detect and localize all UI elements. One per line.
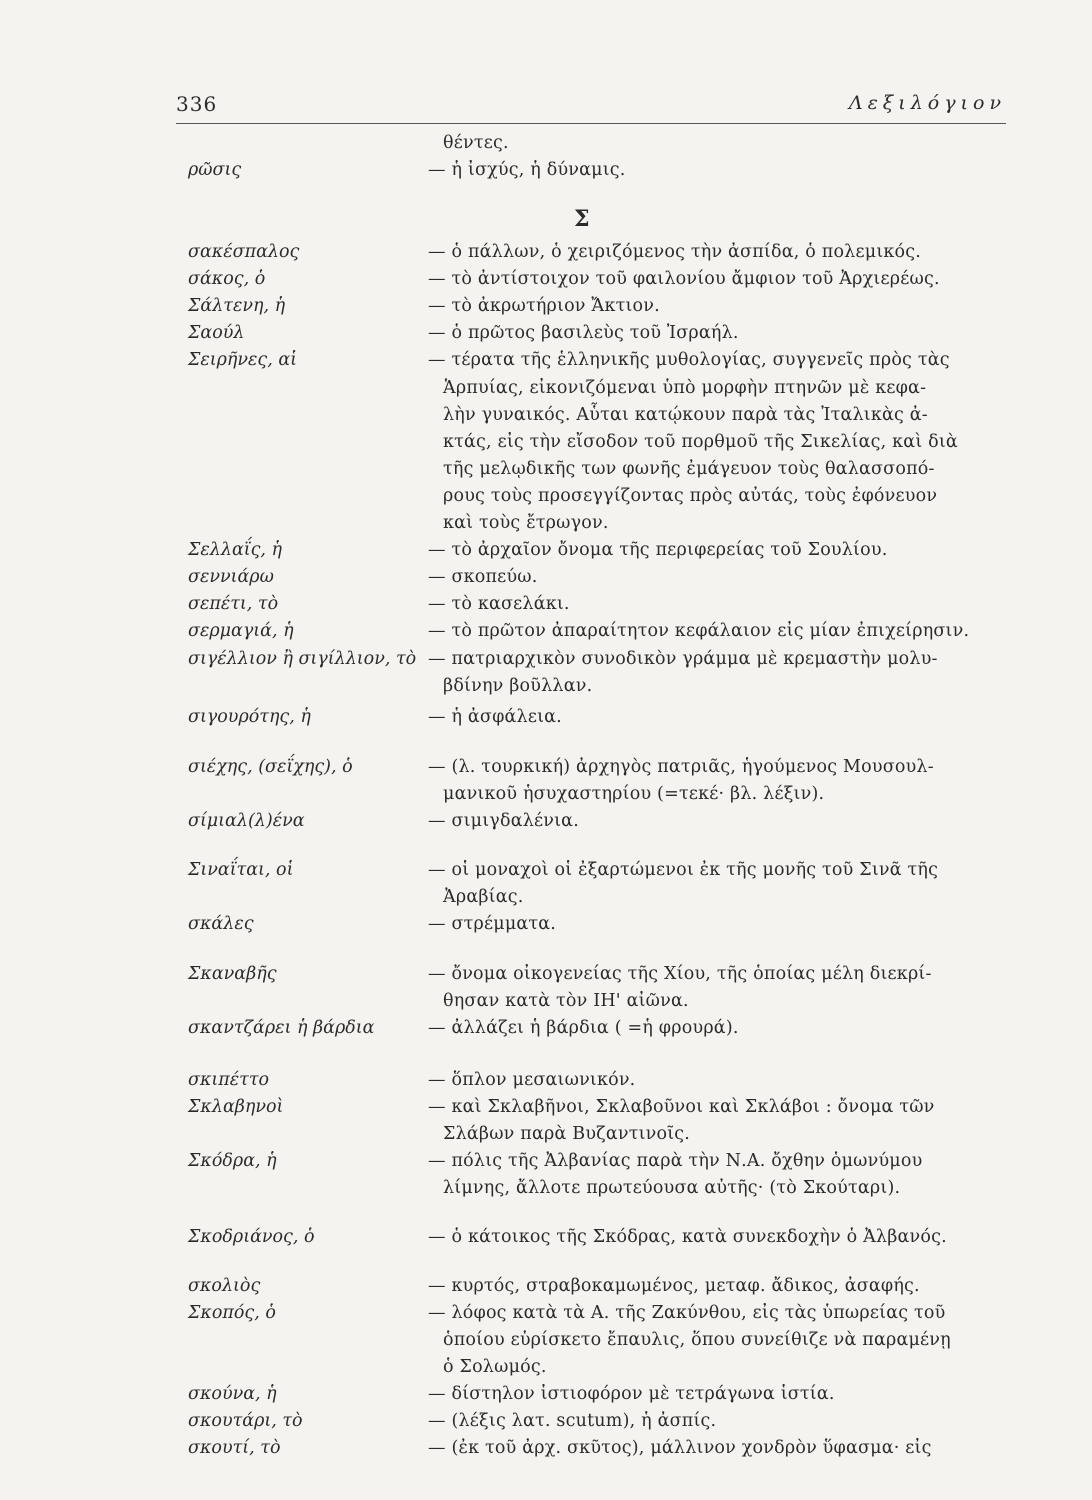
entry-definition: — ὄνομα οἰκογενείας τῆς Χίου, τῆς ὁποίας μέλη διεκρί- xyxy=(428,964,932,985)
entry-headword: σκουτάρι, τὸ xyxy=(188,1411,303,1432)
entry-headword: σερμαγιά, ἡ xyxy=(188,621,294,642)
entry-headword: Σιναΐται, οἱ xyxy=(188,859,294,880)
entry-definition: — τὸ ἀρχαῖον ὄνομα τῆς περιφερείας τοῦ Σουλίου. xyxy=(428,540,888,561)
entry-definition: — καὶ Σκλαβῆνοι, Σκλαβοῦνοι καὶ Σκλάβοι : ὄνομα τῶν xyxy=(428,1097,935,1117)
entry-headword: σκολιὸς xyxy=(188,1275,261,1296)
entry-definition: — ὅπλον μεσαιωνικόν. xyxy=(428,1069,636,1090)
entry-definition: — τὸ ἀκρωτήριον Ἄκτιον. xyxy=(428,296,660,317)
entry-definition: — ἡ ἀσφάλεια. xyxy=(428,706,562,727)
entry-headword: Σειρῆνες, αἱ xyxy=(188,350,298,371)
entry-headword: σακέσπαλος xyxy=(188,242,300,262)
entry-headword: Σκαναβῆς xyxy=(188,964,277,985)
entry-definition: — στρέμματα. xyxy=(428,914,557,935)
entry-definition-continuation: λὴν γυναικός. Αὗται κατῴκουν παρὰ τὰς Ἰταλικὰς ἀ- xyxy=(443,404,928,425)
entry-definition: — τὸ κασελάκι. xyxy=(428,594,570,615)
entry-definition-continuation: κτάς, εἰς τὴν εἴσοδον τοῦ πορθμοῦ τῆς Σικελίας, καὶ διὰ xyxy=(443,431,958,452)
entry-definition: — λόφος κατὰ τὰ Α. τῆς Ζακύνθου, εἰς τὰς ὑπωρείας τοῦ xyxy=(428,1302,946,1323)
previous-entry-continuation: θέντες. xyxy=(443,133,509,153)
entry-definition: — ἀλλάζει ἡ βάρδια ( =ἡ φρουρά). xyxy=(428,1018,739,1039)
entry-definition: — πατριαρχικὸν συνοδικὸν γράμμα μὲ κρεμαστὴν μολυ- xyxy=(428,648,938,669)
entry-headword: σιγέλλιον ἢ σιγίλλιον, τὸ xyxy=(188,648,417,669)
entry-definition: — οἱ μοναχοὶ οἱ ἐξαρτώμενοι ἐκ τῆς μονῆς τοῦ Σινᾶ τῆς xyxy=(428,859,939,880)
entry-definition: — τέρατα τῆς ἑλληνικῆς μυθολογίας, συγγενεῖς πρὸς τὰς xyxy=(428,350,950,371)
entry-headword: Σκόδρα, ἡ xyxy=(188,1151,277,1172)
entry-headword: σεπέτι, τὸ xyxy=(188,594,279,615)
entry-definition-continuation: Ἀραβίας. xyxy=(443,886,524,907)
entry-definition-continuation: Ἁρπυίας, εἰκονιζόμεναι ὑπὸ μορφὴν πτηνῶν μὲ κεφα- xyxy=(443,377,927,398)
entry-definition: — δίστηλον ἱστιοφόρον μὲ τετράγωνα ἱστία. xyxy=(428,1384,835,1405)
entry-definition: — ὁ πάλλων, ὁ χειριζόμενος τὴν ἀσπίδα, ὁ πολεμικός. xyxy=(428,242,922,262)
entry-definition: — ὁ πρῶτος βασιλεὺς τοῦ Ἰσραήλ. xyxy=(428,323,739,344)
entry-headword: σίμιαλ(λ)ένα xyxy=(188,811,305,832)
entry-headword: Σκοπός, ὁ xyxy=(188,1302,276,1323)
entry-headword: Σαούλ xyxy=(188,323,245,344)
entry-definition-continuation: Σλάβων παρὰ Βυζαντινοῖς. xyxy=(443,1124,691,1145)
running-title: Λεξιλόγιον xyxy=(848,92,1006,114)
entry-definition: — (λ. τουρκική) ἀρχηγὸς πατριᾶς, ἡγούμενος Μουσουλ- xyxy=(428,756,934,777)
entry-definition: — τὸ πρῶτον ἀπαραίτητον κεφάλαιον εἰς μίαν ἐπιχείρησιν. xyxy=(428,621,970,642)
entry-headword: σκαντζάρει ἡ βάρδια xyxy=(188,1018,375,1039)
entry-headword: σκιπέττο xyxy=(188,1069,270,1090)
entry-headword: Σάλτενη, ἡ xyxy=(188,296,286,317)
entry-definition: — κυρτός, στραβοκαμωμένος, μεταφ. ἄδικος, ἀσαφής. xyxy=(428,1275,920,1296)
entry-headword: σκουτί, τὸ xyxy=(188,1438,281,1459)
entry-headword: σάκος, ὁ xyxy=(188,269,266,290)
entry-definition-continuation: λίμνης, ἄλλοτε πρωτεύουσα αὐτῆς· (τὸ Σκούταρι). xyxy=(443,1178,901,1199)
entry-headword: σκάλες xyxy=(188,914,254,935)
entry-definition-continuation: βδίνην βοῦλλαν. xyxy=(443,675,593,696)
entry-headword: σκούνα, ἡ xyxy=(188,1384,277,1405)
entry-headword: σιέχης, (σεΐχης), ὁ xyxy=(188,756,353,777)
entry-definition: — σκοπεύω. xyxy=(428,567,538,588)
entry-definition: — σιμιγδαλένια. xyxy=(428,811,579,832)
entry-definition: — (ἐκ τοῦ ἀρχ. σκῦτος), μάλλινον χονδρὸν ὕφασμα· εἰς xyxy=(428,1438,932,1459)
entry-definition-continuation: τῆς μελῳδικῆς των φωνῆς ἐμάγευον τοὺς θαλασσοπό- xyxy=(443,458,935,479)
entry-definition: — ὁ κάτοικος τῆς Σκόδρας, κατὰ συνεκδοχὴν ὁ Ἀλβανός. xyxy=(428,1227,947,1248)
entry-headword: σιγουρότης, ἡ xyxy=(188,706,311,727)
entry-definition-continuation: θησαν κατὰ τὸν ΙΗ' αἰῶνα. xyxy=(443,991,689,1012)
entry-definition-continuation: καὶ τοὺς ἔτρωγον. xyxy=(443,513,609,533)
entry-definition: — τὸ ἀντίστοιχον τοῦ φαιλονίου ἄμφιον τοῦ Ἀρχιερέως. xyxy=(428,269,940,290)
entry-definition-continuation: ὁ Σολωμός. xyxy=(443,1357,547,1378)
entry-definition-continuation: ὁποίου εὑρίσκετο ἔπαυλις, ὅπου συνείθιζε νὰ παραμένῃ xyxy=(443,1330,951,1351)
section-letter: Σ xyxy=(574,206,590,232)
entry-headword: σεννιάρω xyxy=(188,567,274,588)
entry-definition: — ἡ ἰσχύς, ἡ δύναμις. xyxy=(428,160,626,180)
entry-definition-continuation: ρους τοὺς προσεγγίζοντας πρὸς αὐτάς, τοὺς ἐφόνευον xyxy=(443,485,938,506)
entry-headword: ρῶσις xyxy=(188,160,242,180)
entry-definition: — (λέξις λατ. scutum), ἡ ἀσπίς. xyxy=(428,1411,717,1432)
entry-definition: — πόλις τῆς Ἀλβανίας παρὰ τὴν Ν.Α. ὄχθην ὁμωνύμου xyxy=(428,1151,923,1172)
entry-definition-continuation: μανικοῦ ἡσυχαστηρίου (=τεκέ· βλ. λέξιν). xyxy=(443,784,825,804)
entry-headword: Σελλαΐς, ἡ xyxy=(188,540,283,561)
page-number: 336 xyxy=(176,92,218,116)
entry-headword: Σκλαβηνοὶ xyxy=(188,1097,284,1117)
entry-headword: Σκοδριάνος, ὁ xyxy=(188,1227,315,1248)
